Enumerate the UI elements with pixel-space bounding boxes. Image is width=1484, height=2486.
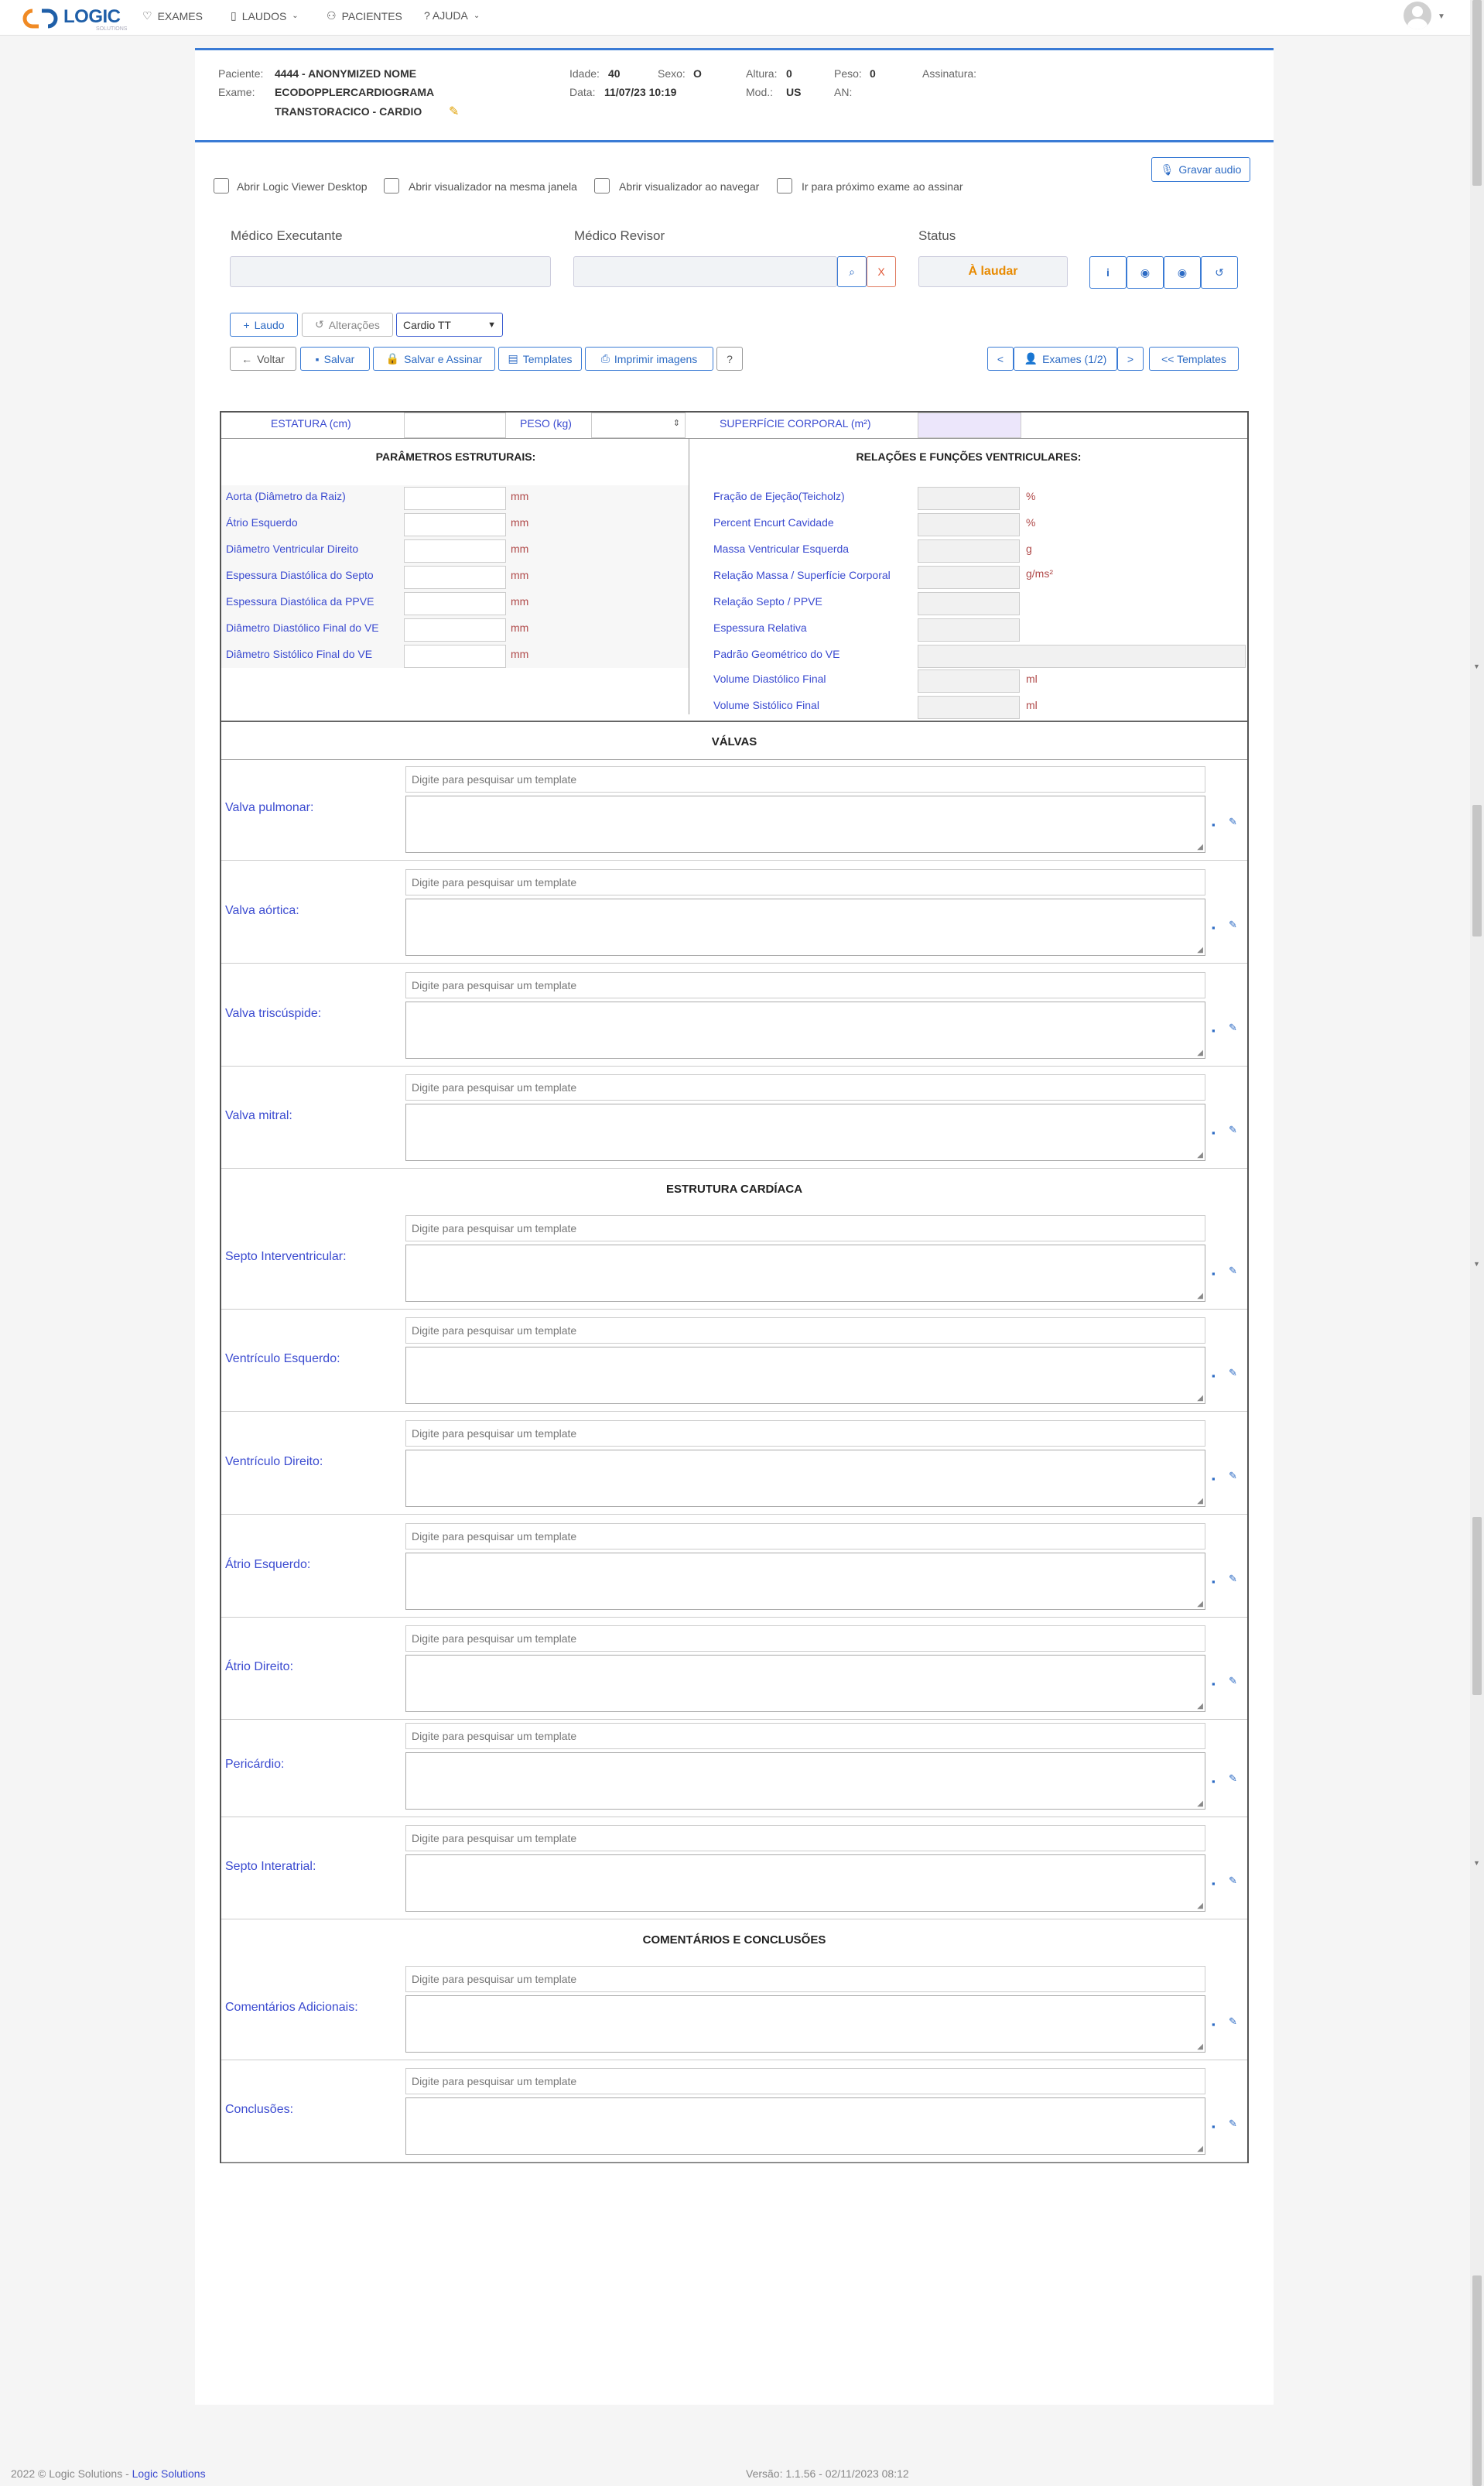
resize-grip-icon[interactable]: ◢ [1197,1702,1203,1710]
info-button[interactable] [1089,256,1127,289]
divider [221,1514,1247,1515]
pencil-icon[interactable]: ✎ [1229,1124,1237,1135]
struct-param-label: Espessura Diastólica da PPVE [226,595,374,608]
struct-param-label: Diâmetro Ventricular Direito [226,543,359,555]
nav-ajuda[interactable]: ? AJUDA ⌄ [424,9,480,22]
footer-company-link[interactable]: Logic Solutions [132,2467,206,2480]
template-search-input[interactable]: Digite para pesquisar um template [405,766,1205,793]
save-icon[interactable]: ▪ [1212,1878,1216,1889]
heart-icon: ♡ [142,9,152,22]
struct-param-label: Espessura Diastólica do Septo [226,569,374,581]
status-label: Status [918,228,956,243]
struct-param-unit: mm [511,569,529,581]
row-label: Valva mitral: [225,1109,292,1122]
row-label: Átrio Esquerdo: [225,1558,311,1571]
resize-grip-icon[interactable]: ◢ [1197,946,1203,954]
estatura-input[interactable] [404,413,506,438]
template-search-input[interactable]: Digite para pesquisar um template [405,1074,1205,1101]
row-textarea[interactable] [405,1854,1205,1912]
struct-param-input[interactable] [404,513,506,536]
user-icon: 👤 [1024,352,1038,365]
peso-label: Peso: [834,67,862,80]
add-laudo-button[interactable]: + Laudo [230,313,298,337]
struct-title: PARÂMETROS ESTRUTURAIS: [375,450,536,463]
scrollbar-thumb[interactable] [1472,805,1482,937]
paciente-value: 4444 - ANONYMIZED NOME [275,67,417,80]
row-textarea[interactable] [405,1450,1205,1507]
template-search-input[interactable]: Digite para pesquisar um template [405,972,1205,998]
scroll-down-icon[interactable]: ▼ [1473,1859,1480,1867]
struct-param-unit: mm [511,595,529,608]
struct-param-input[interactable] [404,487,506,510]
eye-icon: ◉ [1177,265,1188,279]
struct-param-unit: mm [511,622,529,634]
resize-grip-icon[interactable]: ◢ [1197,1151,1203,1159]
medico-revisor-label: Médico Revisor [574,228,665,243]
row-textarea[interactable] [405,796,1205,853]
row-label: Átrio Direito: [225,1660,294,1673]
row-textarea[interactable] [405,1995,1205,2053]
print-icon: ⎙ [600,352,610,365]
vent-param-value [918,669,1020,693]
row-textarea[interactable] [405,1245,1205,1302]
pencil-icon[interactable]: ✎ [1229,1875,1237,1886]
save-icon[interactable]: ▪ [1212,1127,1216,1139]
logo-mark-icon [22,6,60,31]
vent-title: RELAÇÕES E FUNÇÕES VENTRICULARES: [856,450,1082,463]
struct-param-input[interactable] [404,592,506,615]
row-textarea[interactable] [405,1553,1205,1610]
divider [221,1168,1247,1169]
data-label: Data: [569,86,596,98]
row-textarea[interactable] [405,2097,1205,2155]
pencil-icon[interactable]: ✎ [1229,1022,1237,1033]
footer-copyright: 2022 © Logic Solutions - Logic Solutions [11,2467,206,2480]
vent-param-label: Relação Septo / PPVE [713,595,822,608]
row-label: Conclusões: [225,2103,294,2116]
peso-label: PESO (kg) [520,417,572,430]
option-checkbox[interactable] [777,178,792,193]
struct-param-label: Diâmetro Diastólico Final do VE [226,622,379,634]
save-icon[interactable]: ▪ [1212,1678,1216,1690]
row-textarea[interactable] [405,1104,1205,1161]
mod-label: Mod.: [746,86,774,98]
row-label: Septo Interventricular: [225,1250,347,1263]
resize-grip-icon[interactable]: ◢ [1197,1600,1203,1608]
vent-param-value [918,566,1020,589]
idade-label: Idade: [569,67,600,80]
option-label: Ir para próximo exame ao assinar [802,180,963,193]
struct-param-label: Átrio Esquerdo [226,516,298,529]
arrow-left-icon: ← [241,352,253,365]
option-checkbox[interactable] [384,178,399,193]
chevron-down-icon: ⌄ [292,12,299,20]
vent-param-label: Espessura Relativa [713,622,807,634]
vent-param-unit: ml [1026,673,1038,685]
divider [221,721,1247,722]
struct-param-input[interactable] [404,618,506,642]
section-title: ESTRUTURA CARDÍACA [665,1183,803,1196]
next-exam-button[interactable]: > [1117,347,1144,371]
resize-grip-icon[interactable]: ◢ [1197,1049,1203,1057]
page-scrollbar[interactable] [1470,0,1484,2486]
plus-icon: + [243,318,250,331]
pencil-icon[interactable]: ✎ [1229,2118,1237,2129]
status-value: À laudar [918,256,1068,287]
estatura-label: ESTATURA (cm) [271,417,351,430]
an-label: AN: [834,86,853,98]
users-icon: ⚇ [327,9,337,22]
voltar-button[interactable]: ← Voltar [230,347,296,371]
templates-button[interactable]: ▤ Templates [498,347,582,371]
vent-param-value [918,696,1020,719]
vent-param-value [918,487,1020,510]
row-label: Valva pulmonar: [225,801,314,814]
exame-label: Exame: [218,86,255,98]
superficie-value [918,413,1021,438]
save-icon[interactable]: ▪ [1212,819,1216,830]
nav-pacientes[interactable]: ⚇ PACIENTES [327,9,402,22]
save-icon[interactable]: ▪ [1212,1775,1216,1787]
peso-input[interactable] [591,413,686,438]
resize-grip-icon[interactable]: ◢ [1197,1497,1203,1505]
divider [221,1617,1247,1618]
prev-exam-button[interactable]: < [987,347,1014,371]
template-search-input[interactable]: Digite para pesquisar um template [405,1625,1205,1652]
row-label: Comentários Adicionais: [225,2001,358,2014]
divider [221,1066,1247,1067]
header-divider [195,140,1274,142]
row-label: Valva aórtica: [225,904,299,917]
history-button[interactable] [1201,256,1238,289]
vent-param-label: Relação Massa / Superfície Corporal [713,569,891,581]
exame-value-line2: TRANSTORACICO - CARDIO [275,105,422,118]
option-checkbox[interactable] [214,178,229,193]
divider [221,1411,1247,1412]
row-textarea[interactable] [405,1752,1205,1810]
template-search-input[interactable]: Digite para pesquisar um template [405,1723,1205,1749]
row-textarea[interactable] [405,899,1205,956]
vent-param-unit: % [1026,490,1036,502]
struct-param-unit: mm [511,516,529,529]
pencil-icon[interactable]: ✎ [1229,1573,1237,1584]
option-label: Abrir visualizador ao navegar [619,180,760,193]
paciente-label: Paciente: [218,67,264,80]
row-label: Ventrículo Direito: [225,1455,323,1468]
sexo-value: O [693,67,702,80]
sexo-label: Sexo: [658,67,686,80]
mod-value: US [786,86,802,98]
lock-icon: 🔒 [385,352,400,365]
divider [221,438,1247,439]
scrollbar-thumb[interactable] [1472,0,1482,186]
row-label: Septo Interatrial: [225,1860,316,1873]
alteracoes-button[interactable]: ↺ Alterações [302,313,393,337]
user-menu-caret-icon[interactable]: ▼ [1438,12,1445,21]
search-revisor-button[interactable] [837,256,867,287]
template-select[interactable]: Cardio TT ▼ [396,313,503,337]
search-icon: ⌕ [849,265,855,278]
exames-counter-button[interactable]: 👤 Exames (1/2) [1014,347,1117,371]
vent-param-unit: % [1026,516,1036,529]
pencil-icon[interactable]: ✎ [1229,1367,1237,1378]
option-label: Abrir visualizador na mesma janela [409,180,577,193]
salvar-button[interactable]: ▪ Salvar [300,347,370,371]
template-search-input[interactable]: Digite para pesquisar um template [405,1966,1205,1992]
template-search-input[interactable]: Digite para pesquisar um template [405,2068,1205,2094]
edit-exam-icon[interactable]: ✎ [449,105,460,118]
vent-param-unit: g/ms² [1026,567,1053,580]
vent-param-label: Massa Ventricular Esquerda [713,543,850,555]
save-icon[interactable]: ▪ [1212,1268,1216,1279]
vent-param-value [918,645,1246,668]
superficie-label: SUPERFÍCIE CORPORAL (m²) [720,417,871,430]
idade-value: 40 [608,67,621,80]
struct-param-unit: mm [511,490,529,502]
resize-grip-icon[interactable]: ◢ [1197,843,1203,851]
nav-laudos[interactable]: ▯ LAUDOS ⌄ [231,9,299,22]
pencil-icon[interactable]: ✎ [1229,919,1237,930]
resize-grip-icon[interactable]: ◢ [1197,1292,1203,1300]
history-icon: ↺ [315,318,324,330]
save-icon: ▪ [315,352,320,365]
divider [221,860,1247,861]
spinner-icon[interactable]: ⇕ [672,419,680,428]
chevron-down-icon: ▼ [487,320,496,330]
preview-button[interactable] [1164,256,1201,289]
row-label: Pericárdio: [225,1758,285,1771]
nav-exames[interactable]: ♡ EXAMES [142,9,203,22]
resize-grip-icon[interactable]: ◢ [1197,2145,1203,2153]
logo-text: LOGIC [63,6,121,27]
logo-subtext: SOLUTIONS [96,26,128,32]
exame-value-line1: ECODOPPLERCARDIOGRAMA [275,86,435,98]
struct-param-label: Diâmetro Sistólico Final do VE [226,648,373,660]
template-search-input[interactable]: Digite para pesquisar um template [405,1523,1205,1549]
medico-revisor-input[interactable] [573,256,837,287]
template-search-input[interactable]: Digite para pesquisar um template [405,869,1205,895]
vent-param-unit: g [1026,543,1032,555]
save-icon[interactable]: ▪ [1212,2019,1216,2030]
pencil-icon[interactable]: ✎ [1229,816,1237,827]
eye-icon: ◉ [1140,265,1151,279]
vent-param-unit: ml [1026,699,1038,711]
divider [221,963,1247,964]
save-icon[interactable]: ▪ [1212,922,1216,933]
struct-param-input[interactable] [404,539,506,563]
struct-param-input[interactable] [404,645,506,668]
medico-executante-label: Médico Executante [231,228,343,243]
vent-param-value [918,592,1020,615]
row-textarea[interactable] [405,1002,1205,1059]
microphone-icon: 🎙 [1160,163,1175,176]
template-search-input[interactable]: Digite para pesquisar um template [405,1825,1205,1851]
altura-label: Altura: [746,67,778,80]
top-navbar [0,0,1484,36]
save-icon[interactable]: ▪ [1212,1025,1216,1036]
divider [221,1719,1247,1720]
view-button[interactable] [1127,256,1164,289]
resize-grip-icon[interactable]: ◢ [1197,1799,1203,1808]
pencil-icon[interactable]: ✎ [1229,1470,1237,1481]
history-icon: ↺ [1215,265,1224,279]
template-search-input[interactable]: Digite para pesquisar um template [405,1420,1205,1447]
template-search-input[interactable]: Digite para pesquisar um template [405,1317,1205,1344]
chevron-down-icon: ⌄ [473,11,480,20]
option-checkbox[interactable] [594,178,610,193]
vent-param-value [918,539,1020,563]
section-title: COMENTÁRIOS E CONCLUSÕES [642,1933,826,1947]
vent-param-label: Percent Encurt Cavidade [713,516,834,529]
scroll-down-icon[interactable]: ▼ [1473,663,1480,670]
struct-param-label: Aorta (Diâmetro da Raiz) [226,490,346,502]
file-icon: ▤ [508,352,518,365]
section-title: VÁLVAS [711,735,757,748]
assinatura-label: Assinatura: [922,67,977,80]
scrollbar-thumb[interactable] [1472,1517,1482,1695]
row-textarea[interactable] [405,1347,1205,1404]
resize-grip-icon[interactable]: ◢ [1197,1394,1203,1402]
templates-back-button[interactable]: << Templates [1149,347,1239,371]
help-button[interactable]: ? [716,347,743,371]
save-icon[interactable]: ▪ [1212,1370,1216,1382]
vent-param-label: Padrão Geométrico do VE [713,648,840,660]
vent-param-label: Fração de Ejeção(Teicholz) [713,490,845,502]
row-label: Ventrículo Esquerdo: [225,1352,340,1365]
struct-param-unit: mm [511,543,529,555]
resize-grip-icon[interactable]: ◢ [1197,1902,1203,1910]
pencil-icon[interactable]: ✎ [1229,1675,1237,1686]
vent-param-value [918,618,1020,642]
save-icon[interactable]: ▪ [1212,1576,1216,1587]
medico-executante-input[interactable] [230,256,551,287]
option-label: Abrir Logic Viewer Desktop [237,180,368,193]
divider [221,759,1247,760]
divider [221,1309,1247,1310]
record-audio-button[interactable]: 🎙 Gravar audio [1151,157,1250,182]
peso-value: 0 [870,67,876,80]
vent-param-value [918,513,1020,536]
salvar-assinar-button[interactable]: 🔒 Salvar e Assinar [373,347,495,371]
resize-grip-icon[interactable]: ◢ [1197,2043,1203,2051]
struct-param-input[interactable] [404,566,506,589]
save-icon[interactable]: ▪ [1212,1473,1216,1484]
document-icon: ▯ [231,9,237,22]
row-textarea[interactable] [405,1655,1205,1712]
pencil-icon[interactable]: ✎ [1229,2015,1237,2027]
clear-revisor-button[interactable]: X [867,256,896,287]
pencil-icon[interactable]: ✎ [1229,1772,1237,1784]
footer-version: Versão: 1.1.56 - 02/11/2023 08:12 [746,2467,909,2480]
save-icon[interactable]: ▪ [1212,2121,1216,2132]
avatar[interactable] [1404,2,1431,29]
vent-param-label: Volume Sistólico Final [713,699,819,711]
data-value: 11/07/23 10:19 [604,86,677,98]
imprimir-imagens-button[interactable]: ⎙ Imprimir imagens [585,347,713,371]
logo[interactable] [22,3,128,33]
pencil-icon[interactable]: ✎ [1229,1265,1237,1276]
vent-param-label: Volume Diastólico Final [713,673,826,685]
scroll-down-icon[interactable]: ▼ [1473,1260,1480,1268]
altura-value: 0 [786,67,792,80]
row-label: Valva triscúspide: [225,1007,322,1020]
struct-param-unit: mm [511,648,529,660]
scrollbar-thumb[interactable] [1472,2275,1482,2486]
info-icon: i [1106,266,1110,279]
template-search-input[interactable]: Digite para pesquisar um template [405,1215,1205,1241]
